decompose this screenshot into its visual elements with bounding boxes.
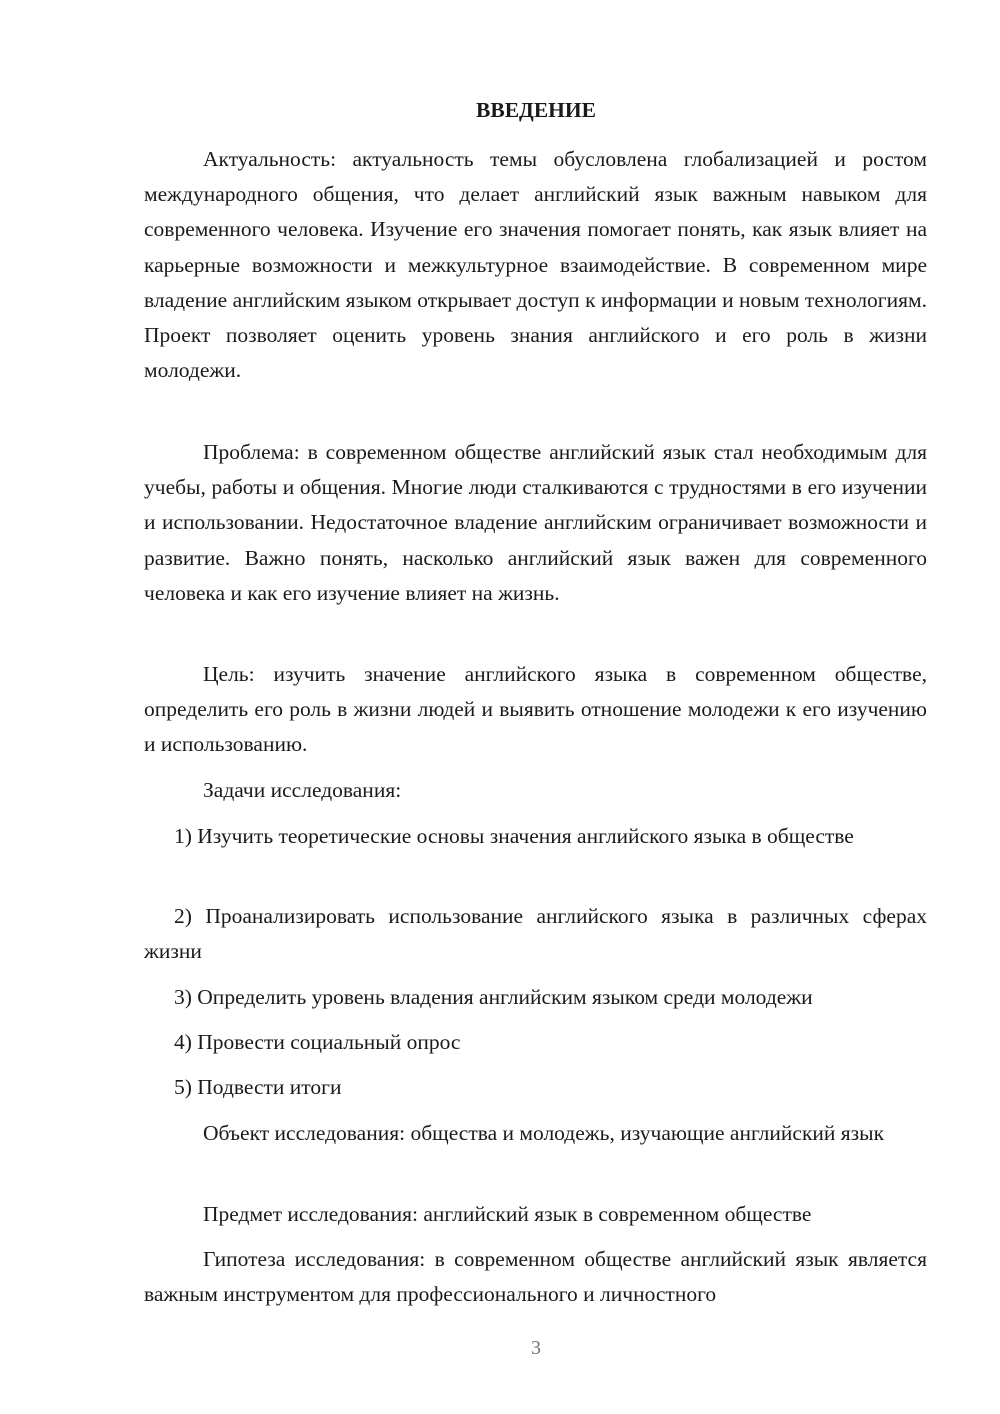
tasks-title: Задачи исследования: [203,778,402,802]
task-item-1: 1) Изучить теоретические основы значения английского языка в обществе [174,824,854,848]
hypothesis-paragraph: Гипотеза исследования: в современном обществе английский язык является важным инструментом для профессионального и личностного [144,1247,927,1307]
task-item-4: 4) Провести социальный опрос [174,1030,461,1054]
object-paragraph: Объект исследования: общества и молодежь, изучающие английский язык [203,1121,885,1145]
goal-paragraph: Цель: изучить значение английского языка в современном обществе, определить его роль в жизни людей и выявить отношение молодежи к его изучению и использованию. [144,662,927,757]
task-item-5: 5) Подвести итоги [174,1075,342,1099]
relevance-paragraph: Актуальность: актуальность темы обусловлена глобализацией и ростом международного общения, что делает английский язык важным навыком для современного человека. Изучение его значения помогает понять, как язык влияет на карьерные возможности и межкультурное взаимодействие. В современном мире владение английским языком открывает доступ к информации и новым технологиям. Проект позволяет оценить уровень знания английского и его роль в жизни молодежи. [144,147,927,383]
problem-paragraph: Проблема: в современном обществе английский язык стал необходимым для учебы, работы и общения. Многие люди сталкиваются с трудностями в его изучении и использовании. Недостаточное владение английским ограничивает возможности и развитие. Важно понять, насколько английский язык важен для современного человека и как его изучение влияет на жизнь. [144,440,927,605]
page-title: ВВЕДЕНИЕ [476,98,596,122]
task-item-2: 2) Проанализировать использование английского языка в различных сферах жизни [144,904,927,964]
task-item-3: 3) Определить уровень владения английским языком среди молодежи [174,985,813,1009]
page-number: 3 [531,1337,541,1359]
subject-paragraph: Предмет исследования: английский язык в современном обществе [203,1202,812,1226]
